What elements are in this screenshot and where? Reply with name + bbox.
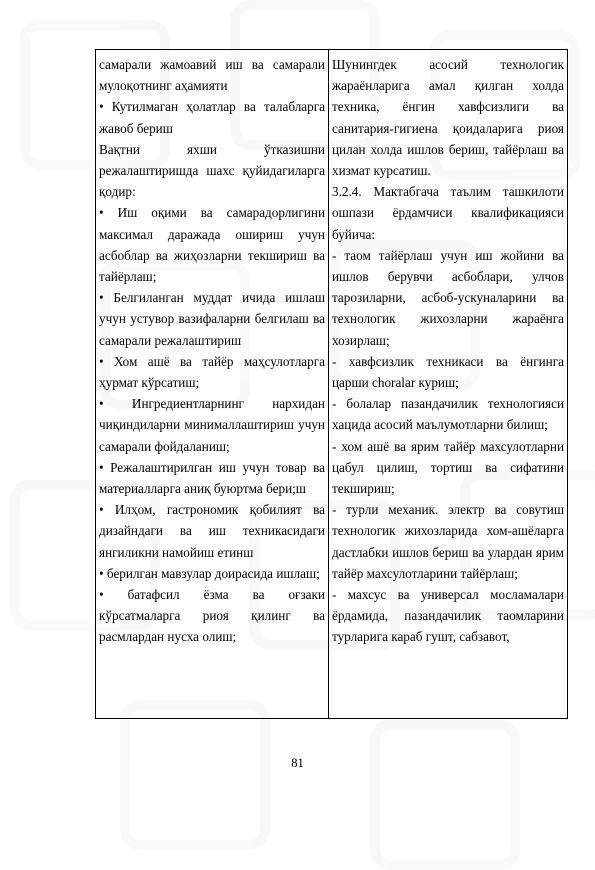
left-column-cell [96,50,329,719]
left-paragraph: • Илҳом, гастрономик қобилият ва дизайндаги ва иш техникасидаги янгиликни намойиш етинш [99,502,325,560]
left-paragraph: • Белгиланган муддат ичида ишлаш учун устувор вазифаларни белгилаш ва самарали режалаштириш [99,290,325,348]
right-paragraph: - махсус ва универсал мосламалари ёрдамида, пазандачилик таомларини турларига караб гушт, сабзавот, [332,587,564,645]
left-paragraph: • батафсил ёзма ва оғзаки кўрсатмаларга риоя қилинг ва расмлардан нусха олиш; [99,587,325,645]
left-paragraph: самарали жамоавий иш ва самарали мулоқотнинг аҳамияти [99,57,325,94]
right-paragraph: Шунингдек асосий технологик жараёнларига амал қилган холда техника, ёнгин хавфсизлиги ва санитария-гигиена қоидаларига риоя цилан холда ишлов бериш, тайёрлаш ва хизмат курсатиш. [332,57,564,179]
left-paragraph: • Режалаштирилган иш учун товар ва материалларга аниқ буюртма бери;ш [99,459,325,497]
left-paragraph: Вақтни яхши ўтказишни режалаштиришда шахс қуйидагиларга қодир: [99,141,325,200]
right-paragraph: - болалар пазандачилик технологияси хацида асосий маълумотларни билиш; [332,396,564,433]
left-paragraph: • Иш оқими ва самарадорлигини максимал даражада ошириш учун асбоблар ва жиҳозларни текшириш ва тайёрлаш; [99,205,325,285]
left-paragraph: • Кутилмаган ҳолатлар ва талабларга жавоб бериш [99,99,325,136]
page-number: 81 [291,756,304,770]
right-paragraph: - турли механик. электр ва совутиш технологик жихозларида хом-ашёларга дастлабки ишлов бериш ва улардан ярим тайёр махсулотларини тайёрлаш; [332,502,564,581]
right-paragraph: - хавфсизлик техникаси ва ёнгинга царши choralar куриш; [332,353,564,391]
left-paragraph: • Ингредиентларнинг нархидан чиқиндиларни минималлаштириш учун самарали фойдаланиш; [99,396,325,454]
right-column-cell [329,50,568,719]
right-paragraph: 3.2.4. Мактабгача таълим ташкилоти ошпази ёрдамчиси квалификацияси буйича: [332,184,564,242]
left-paragraph: • берилган мавзулар доирасида ишлаш; [99,565,320,581]
right-paragraph: - хом ашё ва ярим тайёр махсулотларни цабул цилиш, тортиш ва сифатини текшириш; [332,438,564,497]
table-row [96,50,568,719]
left-paragraph: • Хом ашё ва тайёр маҳсулотларга ҳурмат кўрсатиш; [99,353,325,391]
right-paragraph: - таом тайёрлаш учун иш жойини ва ишлов берувчи асбоблари, улчов тарозиларни, асбоб-ускуналарини ва технологик жихозларни жараёнга хозирлаш; [332,247,564,348]
content-table [95,49,568,719]
